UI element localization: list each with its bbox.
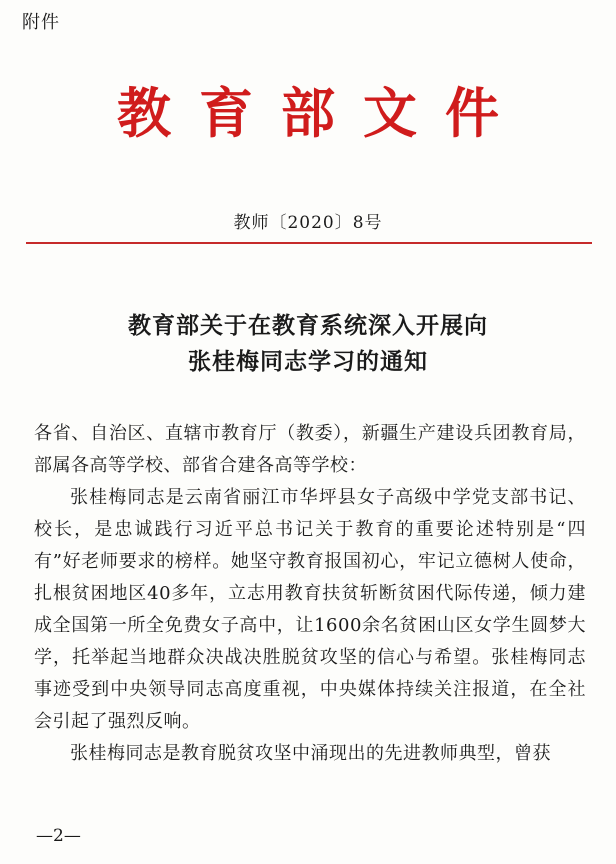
notice-body bbox=[34, 418, 586, 770]
notice-title-line-1: 教育部关于在教育系统深入开展向 bbox=[128, 312, 488, 339]
notice-title bbox=[0, 308, 616, 380]
body-paragraph-2: 张桂梅同志是教育脱贫攻坚中涌现出的先进教师典型，曾获 bbox=[70, 743, 551, 764]
red-divider-line bbox=[26, 242, 592, 244]
page-number: —2— bbox=[36, 826, 81, 846]
attachment-label: 附件 bbox=[22, 12, 60, 33]
body-paragraph-1: 张桂梅同志是云南省丽江市华坪县女子高级中学党支部书记、校长，是忠诚践行习近平总书记关于教育的重要论述特别是“四有”好老师要求的榜样。她坚守教育报国初心，牢记立德树人使命，扎根贫困地区40多年，立志用教育扶贫斩断贫困代际传递，倾力建成全国第一所全免费女子高中，让1600余名贫困山区女学生圆梦大学，托举起当地群众决战决胜脱贫攻坚的信心与希望。张桂梅同志事迹受到中央领导同志高度重视，中央媒体持续关注报道，在全社会引起了强烈反响。 bbox=[34, 487, 586, 732]
notice-title-line-2: 张桂梅同志学习的通知 bbox=[188, 348, 428, 375]
salutation-paragraph: 各省、自治区、直辖市教育厅（教委），新疆生产建设兵团教育局，部属各高等学校、部省合建各高等学校： bbox=[34, 423, 586, 476]
document-number: 教师〔2020〕8号 bbox=[233, 213, 383, 233]
document-header-title: 教育部文件 bbox=[117, 81, 527, 145]
